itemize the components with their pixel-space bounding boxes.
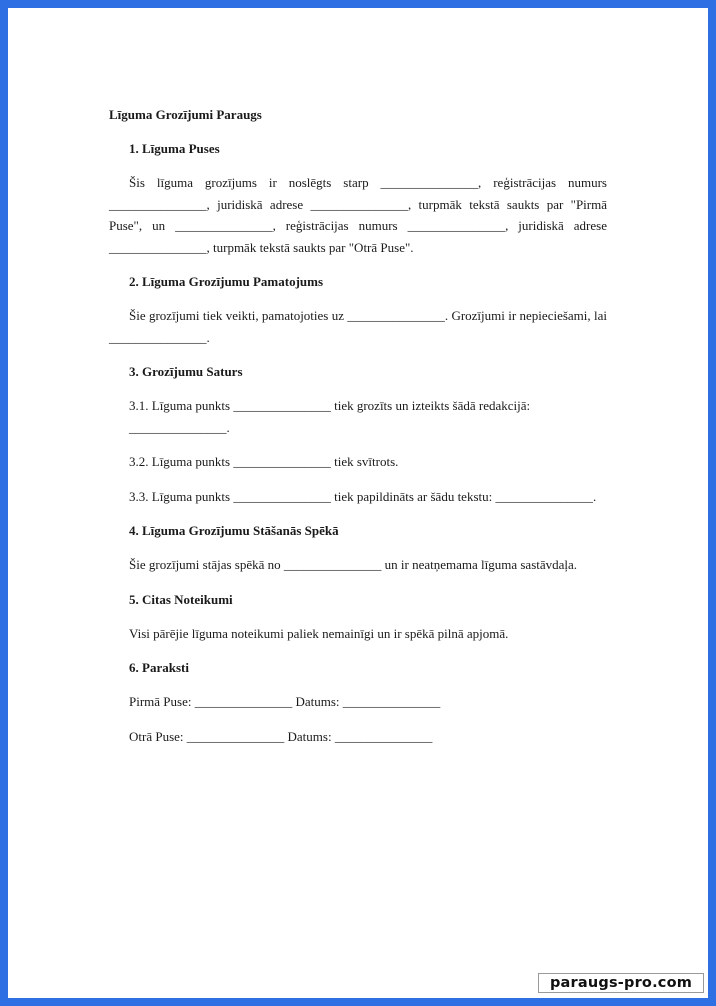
document-title: Līguma Grozījumi Paraugs: [109, 107, 262, 122]
section-heading-parties: 1. Līguma Puses: [129, 141, 220, 156]
watermark-badge: paraugs-pro.com: [538, 973, 704, 993]
section-heading-effective: 4. Līguma Grozījumu Stāšanās Spēkā: [129, 523, 339, 538]
section-heading-other-terms: 5. Citas Noteikumi: [129, 591, 233, 607]
section-line-other-terms: Visi pārējie līguma noteikumi paliek nemainīgi un ir spēkā pilnā apjomā.: [129, 625, 509, 641]
section-heading-signatures: 6. Paraksti: [129, 660, 189, 675]
signature-line-second-party: Otrā Puse: _______________ Datums: _______________: [129, 728, 433, 744]
section-heading-content: 3. Grozījumu Saturs: [129, 364, 243, 379]
content-line-3-2: 3.2. Līguma punkts _______________ tiek svītrots.: [129, 454, 399, 469]
content-line-3-3: 3.3. Līguma punkts _______________ tiek papildināts ar šādu tekstu: _______________.: [129, 488, 597, 504]
section-paragraph-parties: Šis līguma grozījums ir noslēgts starp _______________, reģistrācijas numurs _______________, juridiskā adrese _______________, turpmāk tekstā saukts par "Pirmā Puse", un _______________, reģistrācijas numurs _______________, juridiskā adrese _______________, turpmāk tekstā saukts par "Otrā Puse".: [109, 175, 607, 255]
section-line-effective: Šie grozījumi stājas spēkā no _______________ un ir neatņemama līguma sastāvdaļa.: [129, 557, 578, 572]
signature-line-first-party: Pirmā Puse: _______________ Datums: _______________: [129, 694, 441, 709]
section-paragraph-grounds: Šie grozījumi tiek veikti, pamatojoties uz _______________. Grozījumi ir nepieciešami, lai _______________.: [109, 308, 607, 345]
section-heading-grounds: 2. Līguma Grozījumu Pamatojums: [129, 274, 324, 289]
content-line-3-1: 3.1. Līguma punkts _______________ tiek grozīts un izteikts šādā redakcijā: _______________.: [129, 398, 531, 435]
document-body: [109, 104, 607, 760]
